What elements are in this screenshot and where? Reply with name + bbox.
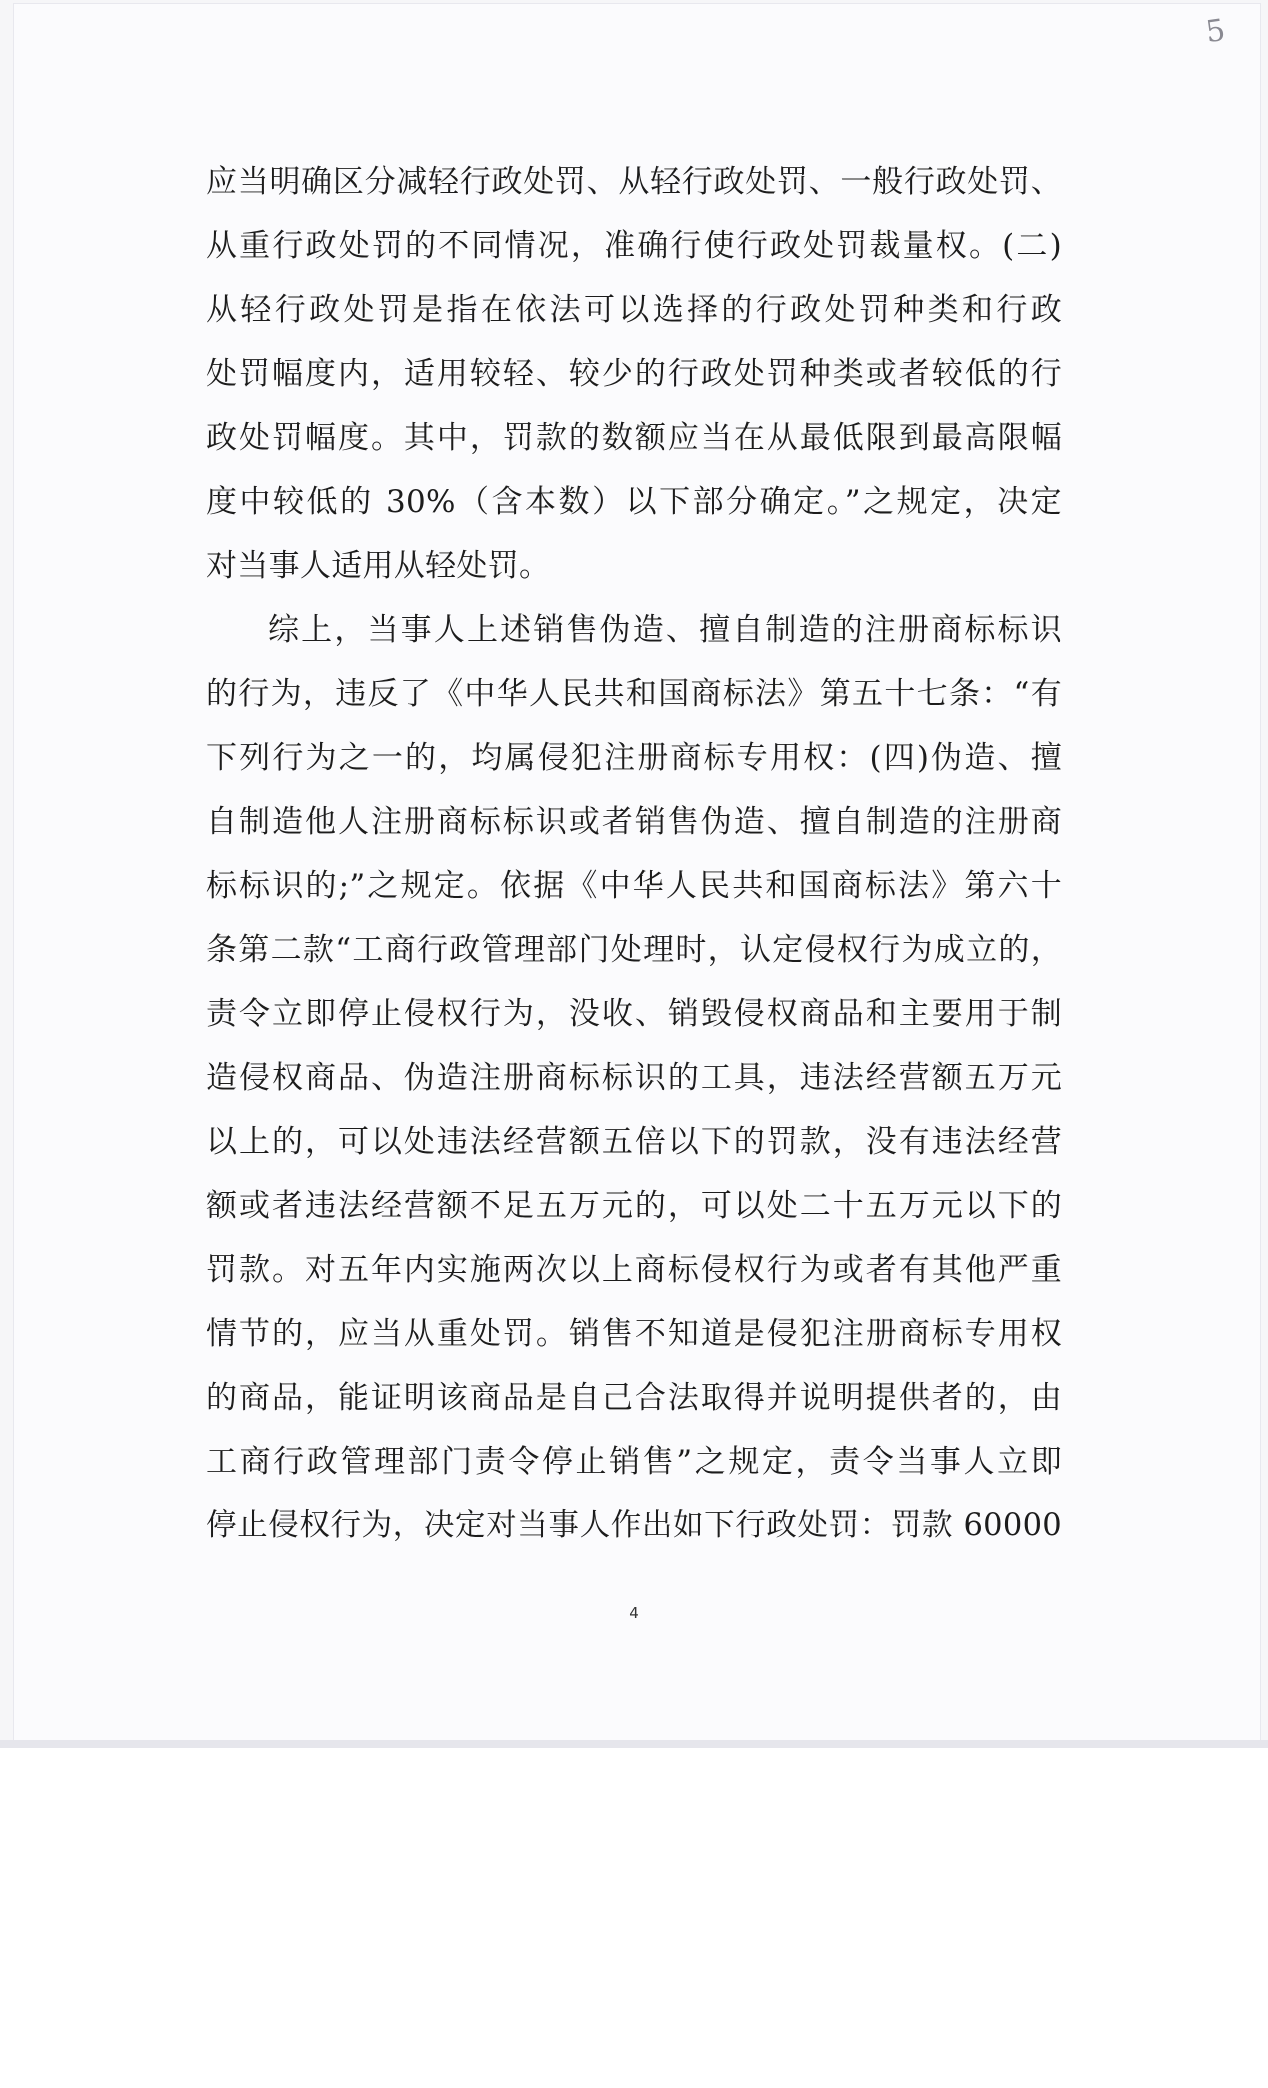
text-line-6: 度中较低的 30%（含本数）以下部分确定。”之规定，决定 (206, 484, 1062, 520)
text-line-10: 下列行为之一的，均属侵犯注册商标专用权：(四)伪造、擅 (206, 740, 1062, 776)
text-line-8: 综上，当事人上述销售伪造、擅自制造的注册商标标识 (268, 612, 1062, 648)
text-line-21: 工商行政管理部门责令停止销售”之规定，责令当事人立即 (206, 1444, 1062, 1480)
scan-bottom-edge (0, 1740, 1268, 1748)
text-line-20: 的商品，能证明该商品是自己合法取得并说明提供者的，由 (206, 1380, 1062, 1416)
text-line-3: 从轻行政处罚是指在依法可以选择的行政处罚种类和行政 (206, 292, 1062, 328)
text-line-17: 额或者违法经营额不足五万元的，可以处二十五万元以下的 (206, 1188, 1062, 1224)
text-line-2: 从重行政处罚的不同情况，准确行使行政处罚裁量权。(二) (206, 228, 1062, 264)
text-line-14: 责令立即停止侵权行为，没收、销毁侵权商品和主要用于制 (206, 996, 1062, 1032)
text-line-11: 自制造他人注册商标标识或者销售伪造、擅自制造的注册商 (206, 804, 1062, 840)
page-number: 4 (629, 1604, 639, 1622)
handwritten-page-mark: 5 (1203, 12, 1228, 51)
document-body (206, 150, 1062, 1558)
text-line-15: 造侵权商品、伪造注册商标标识的工具，违法经营额五万元 (206, 1060, 1062, 1096)
text-line-13: 条第二款“工商行政管理部门处理时，认定侵权行为成立的， (206, 932, 1062, 968)
text-line-19: 情节的，应当从重处罚。销售不知道是侵犯注册商标专用权 (206, 1316, 1062, 1352)
text-line-9: 的行为，违反了《中华人民共和国商标法》第五十七条：“有 (206, 676, 1062, 712)
text-line-5: 政处罚幅度。其中，罚款的数额应当在从最低限到最高限幅 (206, 420, 1062, 456)
text-line-7: 对当事人适用从轻处罚。 (206, 548, 551, 584)
text-line-22: 停止侵权行为，决定对当事人作出如下行政处罚：罚款 60000 (206, 1508, 1062, 1543)
text-line-4: 处罚幅度内，适用较轻、较少的行政处罚种类或者较低的行 (206, 356, 1062, 392)
text-line-12: 标标识的;”之规定。依据《中华人民共和国商标法》第六十 (206, 868, 1062, 904)
text-line-16: 以上的，可以处违法经营额五倍以下的罚款，没有违法经营 (206, 1124, 1062, 1160)
text-line-18: 罚款。对五年内实施两次以上商标侵权行为或者有其他严重 (206, 1252, 1062, 1288)
text-line-1: 应当明确区分减轻行政处罚、从轻行政处罚、一般行政处罚、 (206, 164, 1062, 200)
